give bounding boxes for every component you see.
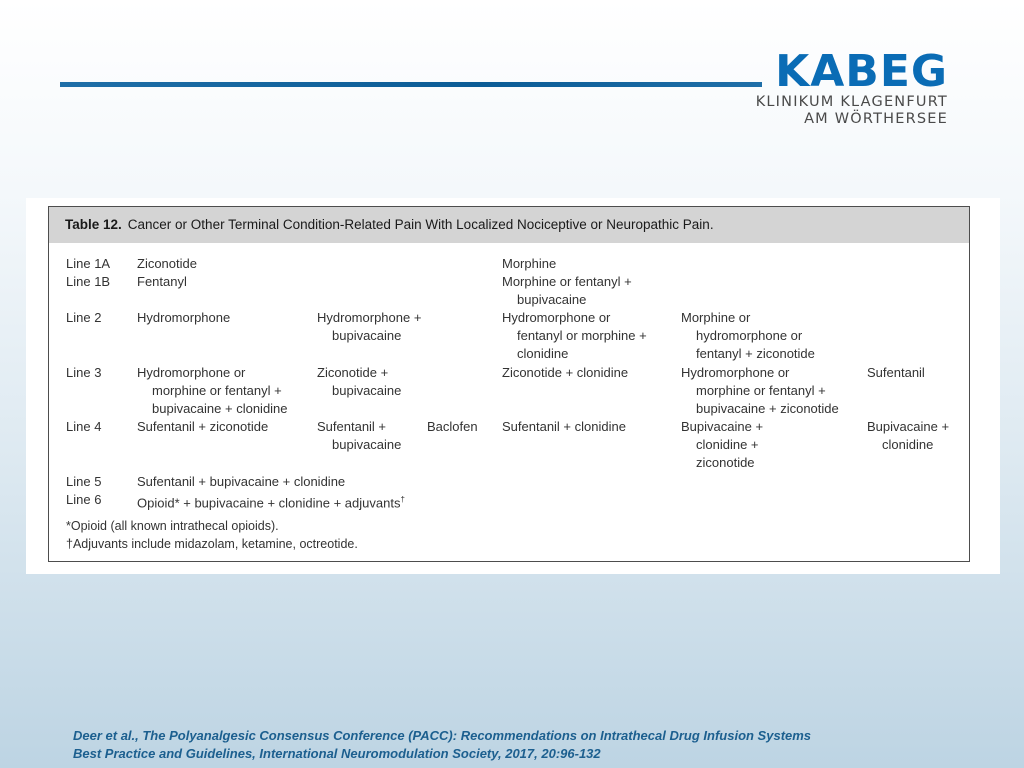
table-cell xyxy=(502,255,556,273)
logo-wordmark: KABEG xyxy=(775,46,948,97)
table-cell-line: clonidine + xyxy=(696,437,759,453)
table-cell-line: Bupivacaine + xyxy=(867,419,950,434)
table-cell-line: bupivacaine xyxy=(332,328,402,344)
table-cell-line: hydromorphone or xyxy=(696,328,803,344)
table-cell xyxy=(137,309,230,327)
table-cell-line: clonidine xyxy=(517,346,569,362)
table-cell-line: Sufentanil + bupivacaine + clonidine xyxy=(137,474,346,489)
table-cell-line: Morphine xyxy=(502,256,557,271)
table-cell-line: Line 1A xyxy=(66,256,111,271)
citation-line2: Best Practice and Guidelines, International Neuromodulation Society, 2017, 20:96-132 xyxy=(73,746,601,761)
table-cell-line: Line 5 xyxy=(66,474,102,489)
table-cell-line: Hydromorphone or xyxy=(502,310,611,325)
table-cell xyxy=(502,364,628,382)
table-cell-line: Morphine or xyxy=(681,310,751,325)
table-cell-line: Line 3 xyxy=(66,365,102,380)
table-12 xyxy=(48,206,970,562)
table-row-label xyxy=(66,418,101,436)
table-cell-line: Fentanyl xyxy=(137,274,187,289)
table-cell-line: bupivacaine xyxy=(517,292,587,308)
table-cell xyxy=(502,309,647,364)
table-cell-line: morphine or fentanyl + xyxy=(152,383,282,399)
table-cell xyxy=(681,418,763,473)
table-cell-line: bupivacaine + clonidine xyxy=(152,401,288,417)
table-row-label xyxy=(66,273,110,291)
footnote-opioid: *Opioid (all known intrathecal opioids). xyxy=(66,519,279,533)
table-row-label xyxy=(66,473,101,491)
table-row-label xyxy=(66,309,101,327)
table-cell xyxy=(137,364,288,419)
table-cell xyxy=(681,364,839,419)
table-cell xyxy=(137,418,268,436)
table-cell-line: Opioid* + bupivacaine + clonidine + adjuvants† xyxy=(137,495,405,511)
table-cell-line: Sufentanil xyxy=(867,365,925,380)
table-cell-line: Hydromorphone or xyxy=(137,365,246,380)
table-cell-line: clonidine xyxy=(882,437,934,453)
table-cell-line: Ziconotide + xyxy=(317,365,389,380)
table-cell xyxy=(137,473,345,491)
logo-subtitle-line2: AM WÖRTHERSEE xyxy=(804,111,948,127)
table-cell-line: Line 2 xyxy=(66,310,102,325)
table-cell xyxy=(137,273,187,291)
table-cell xyxy=(317,309,421,345)
citation-line1: Deer et al., The Polyanalgesic Consensus Conference (PACC): Recommendations on Intrathecal Drug Infusion Systems xyxy=(73,728,812,743)
table-row-label xyxy=(66,491,101,509)
table-cell-line: bupivacaine xyxy=(332,383,402,399)
table-cell xyxy=(681,309,815,364)
table-cell xyxy=(427,418,478,436)
table-cell-line: fentanyl or morphine + xyxy=(517,328,647,344)
footnote-adjuvants: †Adjuvants include midazolam, ketamine, octreotide. xyxy=(66,537,358,551)
kabeg-logo xyxy=(755,46,948,128)
table-row-label xyxy=(66,255,110,273)
table-cell xyxy=(867,418,949,454)
table-cell-line: Line 6 xyxy=(66,492,102,507)
table-cell-line: bupivacaine xyxy=(332,437,402,453)
table-cell-line: Hydromorphone xyxy=(137,310,231,325)
table-cell xyxy=(317,418,401,454)
table-cell xyxy=(317,364,401,400)
table-cell-line: Morphine or fentanyl + xyxy=(502,274,632,289)
table-cell-line: Line 1B xyxy=(66,274,111,289)
table-cell-line: Sufentanil + ziconotide xyxy=(137,419,269,434)
header-rule xyxy=(60,82,762,87)
table-cell xyxy=(502,273,632,309)
citation xyxy=(73,727,811,763)
table-cell-line: ziconotide xyxy=(696,455,755,471)
table-row-label xyxy=(66,364,101,382)
table-cell-line: Sufentanil + xyxy=(317,419,387,434)
table-cell-line: Sufentanil + clonidine xyxy=(502,419,626,434)
table-cell-line: Baclofen xyxy=(427,419,478,434)
table-caption xyxy=(49,207,969,243)
table-cell xyxy=(137,255,197,273)
table-cell-line: fentanyl + ziconotide xyxy=(696,346,815,362)
table-label: Table 12. xyxy=(65,217,122,232)
table-cell xyxy=(502,418,626,436)
table-cell xyxy=(137,491,405,513)
table-cell-line: Hydromorphone or xyxy=(681,365,790,380)
table-cell-line: bupivacaine + ziconotide xyxy=(696,401,839,417)
table-cell-line: morphine or fentanyl + xyxy=(696,383,826,399)
table-cell-line: Line 4 xyxy=(66,419,102,434)
table-cell-line: Ziconotide + clonidine xyxy=(502,365,629,380)
table-cell xyxy=(867,364,925,382)
table-cell-line: Hydromorphone + xyxy=(317,310,422,325)
table-cell-line: Ziconotide xyxy=(137,256,197,271)
table-caption-text: Cancer or Other Terminal Condition-Related Pain With Localized Nociceptive or Neuropathic Pain. xyxy=(127,217,714,232)
table-cell-line: Bupivacaine + xyxy=(681,419,764,434)
logo-subtitle-line1: KLINIKUM KLAGENFURT xyxy=(755,94,948,110)
